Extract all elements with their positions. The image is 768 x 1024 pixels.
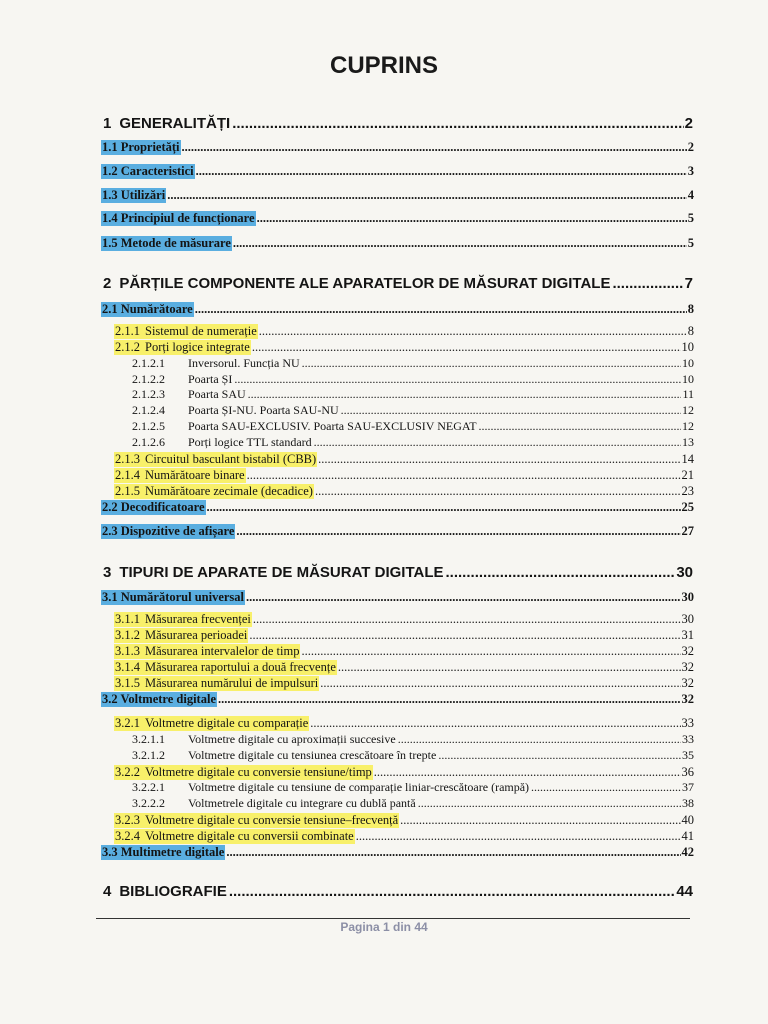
toc-entry-page-number: 36 bbox=[681, 765, 694, 779]
toc-entry-number: 2.1.1 bbox=[115, 324, 140, 338]
toc-dot-leader bbox=[479, 419, 681, 434]
toc-dot-leader bbox=[320, 676, 680, 691]
toc-entry-number: 3.2.4 bbox=[115, 829, 140, 843]
toc-entry-label bbox=[101, 524, 235, 539]
page-title: CUPRINS bbox=[329, 52, 438, 79]
toc-entry-label bbox=[114, 484, 314, 499]
toc-entry-page-number: 25 bbox=[681, 500, 694, 514]
toc-dot-leader bbox=[253, 612, 681, 627]
toc-dot-leader bbox=[531, 780, 681, 795]
toc-entry-title: Voltmetre digitale cu conversie tensiune–frecvență bbox=[145, 813, 399, 827]
toc-entry[interactable] bbox=[101, 301, 694, 317]
toc-entry[interactable] bbox=[131, 748, 694, 763]
toc-entry-page-number: 44 bbox=[676, 883, 693, 900]
toc-entry-title: 3.3 Multimetre digitale bbox=[102, 845, 225, 859]
toc-entry-title: 3.2 Voltmetre digitale bbox=[102, 692, 216, 706]
toc-entry-label bbox=[114, 644, 300, 659]
toc-entry-label bbox=[131, 748, 437, 763]
toc-entry-title: Porți logice TTL standard bbox=[188, 435, 312, 449]
toc-entry-page-number: 2 bbox=[687, 140, 694, 154]
toc-entry-label bbox=[131, 372, 233, 387]
toc-entry-title: PĂRȚILE COMPONENTE ALE APARATELOR DE MĂSURAT DIGITALE bbox=[119, 275, 611, 292]
toc-entry[interactable] bbox=[101, 844, 694, 860]
toc-entry-label bbox=[114, 765, 373, 780]
toc-dot-leader bbox=[338, 660, 681, 675]
toc-dot-leader bbox=[400, 813, 680, 828]
toc-entry-title: 1.2 Caracteristici bbox=[102, 164, 194, 178]
toc-entry-label bbox=[131, 780, 530, 795]
toc-dot-leader bbox=[196, 164, 687, 179]
toc-dot-leader bbox=[248, 387, 682, 402]
toc-entry-label bbox=[101, 236, 232, 251]
toc-dot-leader bbox=[257, 211, 687, 226]
toc-dot-leader bbox=[612, 275, 683, 292]
toc-dot-leader bbox=[315, 484, 681, 499]
toc-dot-leader bbox=[438, 748, 681, 763]
toc-entry-number: 3.2.2.2 bbox=[132, 796, 165, 810]
toc-entry-title: Porți logice integrate bbox=[145, 340, 250, 354]
toc-entry[interactable] bbox=[131, 796, 694, 811]
toc-dot-leader bbox=[249, 628, 680, 643]
toc-entry[interactable] bbox=[131, 387, 694, 402]
toc-entry-title: Inversorul. Funcția NU bbox=[188, 356, 300, 370]
toc-entry-title: 2.1 Numărătoare bbox=[102, 302, 193, 316]
toc-entry-page-number: 42 bbox=[681, 845, 694, 859]
toc-entry-title: Poarta SAU bbox=[188, 387, 246, 401]
toc-dot-leader bbox=[341, 403, 681, 418]
toc-entry[interactable] bbox=[101, 187, 694, 203]
toc-entry-page-number: 38 bbox=[682, 796, 694, 810]
toc-dot-leader bbox=[234, 372, 681, 387]
toc-entry[interactable] bbox=[114, 675, 694, 691]
toc-dot-leader bbox=[246, 590, 680, 605]
toc-entry-page-number: 8 bbox=[687, 302, 694, 316]
toc-entry[interactable] bbox=[114, 339, 694, 355]
toc-entry-number: 3.2.1 bbox=[115, 716, 140, 730]
toc-entry-label bbox=[102, 564, 445, 581]
toc-entry[interactable] bbox=[131, 732, 694, 747]
toc-entry-number: 3.1.4 bbox=[115, 660, 140, 674]
toc-dot-leader bbox=[236, 524, 680, 539]
toc-entry-number: 2.1.2.5 bbox=[132, 419, 165, 433]
toc-entry[interactable] bbox=[131, 403, 694, 418]
toc-entry-page-number: 13 bbox=[682, 435, 694, 449]
toc-entry-label bbox=[131, 419, 478, 434]
toc-entry[interactable] bbox=[131, 372, 694, 387]
toc-entry-label bbox=[114, 452, 317, 467]
toc-dot-leader bbox=[233, 236, 687, 251]
toc-entry[interactable] bbox=[131, 435, 694, 450]
toc-entry-page-number: 8 bbox=[687, 324, 694, 338]
toc-entry-number: 2.1.2.6 bbox=[132, 435, 165, 449]
toc-dot-leader bbox=[259, 324, 687, 339]
toc-entry-label bbox=[131, 387, 247, 402]
toc-entry[interactable] bbox=[114, 812, 694, 828]
toc-entry-title: Numărătoare zecimale (decadice) bbox=[145, 484, 313, 498]
toc-entry[interactable] bbox=[102, 272, 693, 292]
toc-dot-leader bbox=[167, 188, 687, 203]
toc-entry-page-number: 3 bbox=[687, 164, 694, 178]
toc-entry-page-number: 12 bbox=[682, 403, 694, 417]
toc-entry-page-number: 30 bbox=[681, 612, 694, 626]
toc-entry-number: 2.1.4 bbox=[115, 468, 140, 482]
toc-entry-page-number: 31 bbox=[681, 628, 694, 642]
toc-dot-leader bbox=[356, 829, 681, 844]
toc-entry-title: Măsurarea numărului de impulsuri bbox=[145, 676, 319, 690]
toc-entry-title: Măsurarea perioadei bbox=[145, 628, 248, 642]
toc-entry[interactable] bbox=[131, 419, 694, 434]
toc-entry-page-number: 23 bbox=[681, 484, 694, 498]
toc-entry-number: 2.1.2.1 bbox=[132, 356, 165, 370]
toc-entry-label bbox=[114, 628, 248, 643]
toc-entry[interactable] bbox=[101, 499, 694, 515]
toc-entry[interactable] bbox=[114, 627, 694, 643]
toc-entry-number: 2 bbox=[103, 275, 112, 292]
toc-entry-page-number: 11 bbox=[682, 387, 694, 401]
toc-entry-title: Măsurarea frecvenței bbox=[145, 612, 251, 626]
toc-entry-label bbox=[102, 275, 611, 292]
toc-entry-title: Măsurarea raportului a două frecvențe bbox=[145, 660, 336, 674]
toc-entry-title: 1.4 Principiul de funcționare bbox=[102, 211, 255, 225]
toc-entry-page-number: 2 bbox=[684, 115, 693, 132]
toc-entry-label bbox=[114, 340, 251, 355]
toc-entry-label bbox=[114, 829, 355, 844]
toc-entry-page-number: 32 bbox=[681, 644, 694, 658]
toc-entry-title: Sistemul de numerație bbox=[145, 324, 257, 338]
toc-dot-leader bbox=[229, 883, 675, 900]
toc-entry-title: 2.3 Dispozitive de afișare bbox=[102, 524, 235, 538]
toc-entry-label bbox=[101, 140, 181, 155]
toc-entry-number: 3.2.3 bbox=[115, 813, 140, 827]
toc-entry-number: 3.2.1.2 bbox=[132, 748, 165, 762]
toc-entry[interactable] bbox=[101, 691, 694, 707]
toc-entry-number: 2.1.3 bbox=[115, 452, 140, 466]
page-footer: Pagina 1 din 44 bbox=[340, 920, 428, 934]
toc-entry[interactable] bbox=[114, 764, 694, 780]
toc-entry-page-number: 10 bbox=[682, 356, 694, 370]
toc-dot-leader bbox=[302, 356, 681, 371]
toc-entry-title: Numărătoare binare bbox=[145, 468, 245, 482]
toc-entry[interactable] bbox=[114, 715, 694, 731]
toc-entry-title: TIPURI DE APARATE DE MĂSURAT DIGITALE bbox=[119, 564, 444, 581]
toc-entry-number: 1 bbox=[103, 115, 112, 132]
toc-entry-title: Poarta ȘI bbox=[188, 372, 233, 386]
toc-entry-title: Poarta ȘI-NU. Poarta SAU-NU bbox=[188, 403, 339, 417]
toc-entry-label bbox=[114, 813, 399, 828]
toc-entry-number: 4 bbox=[103, 883, 112, 900]
toc-entry-title: Voltmetrele digitale cu integrare cu dublă pantă bbox=[188, 796, 416, 810]
toc-entry-title: BIBLIOGRAFIE bbox=[119, 883, 227, 900]
toc-entry[interactable] bbox=[131, 356, 694, 371]
toc-entry-title: Voltmetre digitale cu aproximații succesive bbox=[188, 732, 396, 746]
toc-entry-page-number: 27 bbox=[681, 524, 694, 538]
toc-entry-title: Voltmetre digitale cu tensiunea crescătoare în trepte bbox=[188, 748, 437, 762]
toc-entry-label bbox=[114, 612, 252, 627]
toc-entry-title: Voltmetre digitale cu tensiune de comparație liniar-crescătoare (rampă) bbox=[188, 780, 530, 794]
toc-entry-label bbox=[101, 500, 206, 515]
toc-dot-leader bbox=[446, 564, 676, 581]
toc-entry[interactable] bbox=[102, 561, 693, 581]
toc-entry-label bbox=[114, 660, 337, 675]
toc-entry-label bbox=[131, 356, 301, 371]
toc-dot-leader bbox=[195, 302, 687, 317]
toc-entry-page-number: 33 bbox=[682, 732, 694, 746]
toc-entry-label bbox=[114, 676, 319, 691]
toc-entry-label bbox=[114, 468, 246, 483]
toc-dot-leader bbox=[301, 644, 680, 659]
toc-entry-page-number: 21 bbox=[681, 468, 694, 482]
toc-entry-title: 2.2 Decodificatoare bbox=[102, 500, 205, 514]
toc-entry-number: 3.1.2 bbox=[115, 628, 140, 642]
toc-entry-number: 2.1.2 bbox=[115, 340, 140, 354]
toc-entry-label bbox=[131, 732, 397, 747]
toc-entry[interactable] bbox=[101, 235, 694, 251]
toc-entry-number: 2.1.5 bbox=[115, 484, 140, 498]
toc-entry-page-number: 30 bbox=[676, 564, 693, 581]
toc-dot-leader bbox=[182, 140, 687, 155]
toc-entry-page-number: 12 bbox=[682, 419, 694, 433]
toc-dot-leader bbox=[314, 435, 681, 450]
toc-entry-page-number: 10 bbox=[682, 372, 694, 386]
toc-entry-page-number: 32 bbox=[681, 660, 694, 674]
toc-dot-leader bbox=[398, 732, 681, 747]
toc-entry-page-number: 30 bbox=[681, 590, 694, 604]
toc-entry[interactable] bbox=[114, 611, 694, 627]
toc-dot-leader bbox=[218, 692, 681, 707]
toc-entry-title: 1.1 Proprietăți bbox=[102, 140, 180, 154]
toc-entry-label bbox=[102, 115, 231, 132]
toc-entry-label bbox=[131, 435, 313, 450]
toc-entry-page-number: 41 bbox=[681, 829, 694, 843]
toc-entry[interactable] bbox=[131, 780, 694, 795]
toc-entry-title: 1.3 Utilizări bbox=[102, 188, 166, 202]
toc-entry[interactable] bbox=[114, 659, 694, 675]
toc-entry[interactable] bbox=[101, 523, 694, 539]
toc-entry-page-number: 5 bbox=[687, 236, 694, 250]
toc-entry-number: 3.2.2 bbox=[115, 765, 140, 779]
toc-dot-leader bbox=[418, 796, 681, 811]
toc-dot-leader bbox=[207, 500, 681, 515]
toc-entry-title: 3.1 Numărătorul universal bbox=[102, 590, 245, 604]
toc-entry-label bbox=[114, 324, 258, 339]
toc-entry-label bbox=[131, 403, 340, 418]
toc-dot-leader bbox=[247, 468, 681, 483]
footer-divider bbox=[96, 918, 690, 919]
toc-entry[interactable] bbox=[114, 467, 694, 483]
toc-entry-page-number: 32 bbox=[681, 676, 694, 690]
toc-entry[interactable] bbox=[114, 643, 694, 659]
toc-entry-title: GENERALITĂȚI bbox=[119, 115, 231, 132]
toc-entry-label bbox=[131, 796, 417, 811]
toc-entry-number: 2.1.2.2 bbox=[132, 372, 165, 386]
toc-dot-leader bbox=[374, 765, 681, 780]
toc-dot-leader bbox=[310, 716, 680, 731]
toc-entry[interactable] bbox=[114, 451, 694, 467]
toc-entry-page-number: 33 bbox=[681, 716, 694, 730]
toc-entry-label bbox=[101, 590, 245, 605]
toc-entry-page-number: 10 bbox=[681, 340, 694, 354]
toc-entry-label bbox=[102, 883, 228, 900]
toc-entry-number: 3.2.2.1 bbox=[132, 780, 165, 794]
toc-entry[interactable] bbox=[102, 880, 693, 900]
toc-entry-number: 3 bbox=[103, 564, 112, 581]
toc-entry-page-number: 40 bbox=[681, 813, 694, 827]
toc-entry-title: Circuitul basculant bistabil (CBB) bbox=[145, 452, 317, 466]
toc-entry-label bbox=[101, 692, 217, 707]
toc-entry[interactable] bbox=[101, 589, 694, 605]
toc-entry-page-number: 32 bbox=[681, 692, 694, 706]
toc-entry-page-number: 35 bbox=[682, 748, 694, 762]
toc-entry-number: 2.1.2.4 bbox=[132, 403, 165, 417]
toc-entry[interactable] bbox=[101, 210, 694, 226]
toc-dot-leader bbox=[318, 452, 680, 467]
toc-entry[interactable] bbox=[114, 323, 694, 339]
toc-entry-label bbox=[101, 164, 195, 179]
toc-dot-leader bbox=[252, 340, 681, 355]
toc-entry[interactable] bbox=[101, 163, 694, 179]
toc-entry[interactable] bbox=[114, 828, 694, 844]
toc-entry-number: 3.1.1 bbox=[115, 612, 140, 626]
toc-entry[interactable] bbox=[101, 139, 694, 155]
toc-entry-number: 3.1.5 bbox=[115, 676, 140, 690]
toc-entry-title: Voltmetre digitale cu conversii combinate bbox=[145, 829, 354, 843]
toc-entry-label bbox=[101, 845, 225, 860]
toc-entry-page-number: 37 bbox=[682, 780, 694, 794]
toc-entry-page-number: 5 bbox=[687, 211, 694, 225]
toc-entry[interactable] bbox=[102, 112, 693, 132]
toc-entry-page-number: 4 bbox=[687, 188, 694, 202]
toc-entry-number: 2.1.2.3 bbox=[132, 387, 165, 401]
toc-entry-label bbox=[101, 188, 166, 203]
toc-dot-leader bbox=[232, 115, 683, 132]
toc-entry-label bbox=[101, 302, 194, 317]
toc-entry-title: Voltmetre digitale cu comparație bbox=[145, 716, 309, 730]
toc-entry-page-number: 14 bbox=[681, 452, 694, 466]
toc-entry-number: 3.1.3 bbox=[115, 644, 140, 658]
toc-dot-leader bbox=[226, 845, 680, 860]
toc-entry-title: Măsurarea intervalelor de timp bbox=[145, 644, 300, 658]
toc-entry-title: Poarta SAU-EXCLUSIV. Poarta SAU-EXCLUSIV NEGAT bbox=[188, 419, 477, 433]
toc-entry-number: 3.2.1.1 bbox=[132, 732, 165, 746]
toc-entry-title: Voltmetre digitale cu conversie tensiune/timp bbox=[145, 765, 372, 779]
toc-entry-title: 1.5 Metode de măsurare bbox=[102, 236, 231, 250]
toc-entry[interactable] bbox=[114, 483, 694, 499]
toc-entry-label bbox=[101, 211, 256, 226]
toc-entry-page-number: 7 bbox=[684, 275, 693, 292]
toc-entry-label bbox=[114, 716, 309, 731]
